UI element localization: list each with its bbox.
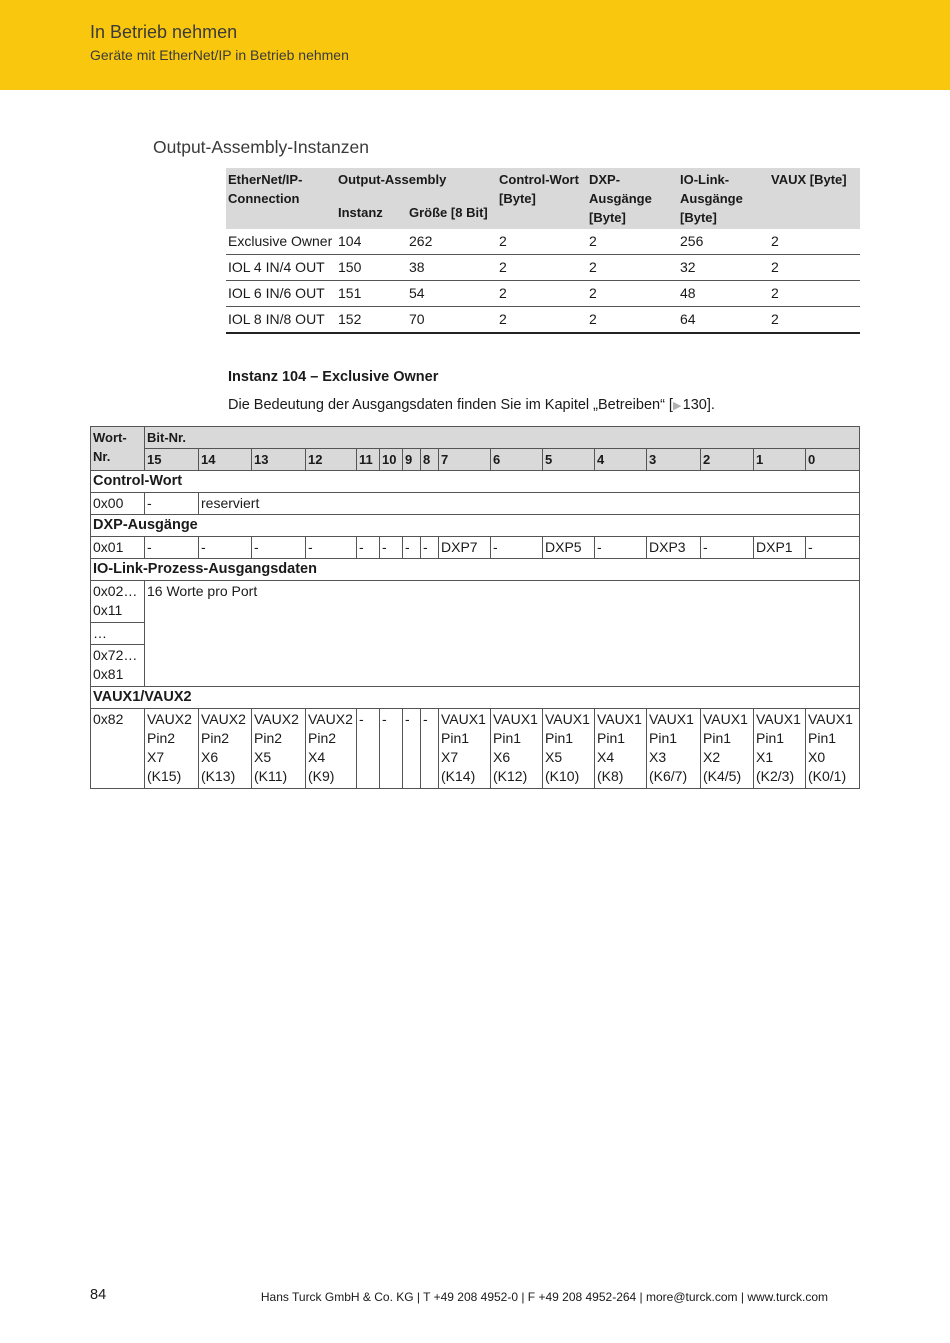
cell-connection: Exclusive Owner bbox=[226, 229, 336, 255]
cell-control: 2 bbox=[497, 255, 587, 281]
page-ref-link[interactable]: 130 bbox=[682, 397, 707, 413]
cell-connection: IOL 8 IN/8 OUT bbox=[226, 307, 336, 334]
cell-vaux: 2 bbox=[769, 307, 860, 334]
page-header bbox=[0, 0, 950, 90]
cell-iolink: 256 bbox=[678, 229, 769, 255]
cell-control: 2 bbox=[497, 229, 587, 255]
bit-cell: - bbox=[701, 537, 754, 559]
bit-cell: - bbox=[357, 709, 380, 789]
bit-number: 14 bbox=[199, 449, 252, 471]
page-number: 84 bbox=[90, 1287, 107, 1303]
cell-instanz: 150 bbox=[336, 255, 407, 281]
bit-cell: - bbox=[595, 537, 647, 559]
bit-cell: DXP3 bbox=[647, 537, 701, 559]
header-output-assembly: Output-Assembly bbox=[336, 168, 497, 191]
bit-number: 1 bbox=[754, 449, 806, 471]
cell-groesse: 262 bbox=[407, 229, 497, 255]
bit-number: 5 bbox=[543, 449, 595, 471]
table-row bbox=[91, 537, 860, 559]
header-iolink: IO-Link-Ausgänge [Byte] bbox=[678, 168, 769, 229]
bit-cell: - bbox=[145, 537, 199, 559]
header-control: Control-Wort [Byte] bbox=[497, 168, 587, 229]
header-subtitle: Geräte mit EtherNet/IP in Betrieb nehmen bbox=[90, 47, 349, 63]
table-row bbox=[226, 255, 860, 281]
bit-number: 10 bbox=[380, 449, 403, 471]
bit-number: 2 bbox=[701, 449, 754, 471]
word-ellipsis: … bbox=[91, 623, 145, 645]
cell-iolink: 64 bbox=[678, 307, 769, 334]
cell-dxp: 2 bbox=[587, 229, 678, 255]
cell-control: 2 bbox=[497, 281, 587, 307]
wort-nr-header: Wort-Nr. bbox=[91, 427, 145, 471]
bit-cell: - bbox=[403, 537, 421, 559]
bit-cell: - bbox=[403, 709, 421, 789]
cell-groesse: 38 bbox=[407, 255, 497, 281]
cell-vaux: 2 bbox=[769, 281, 860, 307]
bit-cell: VAUX1 Pin1 X1 (K2/3) bbox=[754, 709, 806, 789]
bit-cell: - bbox=[421, 709, 439, 789]
bit-cell: - bbox=[306, 537, 357, 559]
bit-cell: VAUX2 Pin2 X5 (K11) bbox=[252, 709, 306, 789]
cell-iolink: 32 bbox=[678, 255, 769, 281]
cell-instanz: 152 bbox=[336, 307, 407, 334]
bit-cell: - bbox=[806, 537, 860, 559]
bit-number-row bbox=[91, 449, 860, 471]
instanz-description bbox=[228, 397, 715, 413]
bit-number: 13 bbox=[252, 449, 306, 471]
bit-number: 6 bbox=[491, 449, 543, 471]
cell-connection: IOL 6 IN/6 OUT bbox=[226, 281, 336, 307]
word-number: 0x00 bbox=[91, 493, 145, 515]
bit-nr-header: Bit-Nr. bbox=[145, 427, 860, 449]
table-row bbox=[226, 307, 860, 334]
bit-cell: VAUX1 Pin1 X2 (K4/5) bbox=[701, 709, 754, 789]
bit-number: 15 bbox=[145, 449, 199, 471]
bit-cell: VAUX1 Pin1 X0 (K0/1) bbox=[806, 709, 860, 789]
bit-cell: - bbox=[199, 537, 252, 559]
table-row bbox=[226, 281, 860, 307]
bit-cell: VAUX2 Pin2 X6 (K13) bbox=[199, 709, 252, 789]
word-number: 0x02…0x11 bbox=[91, 581, 145, 623]
bit-number: 4 bbox=[595, 449, 647, 471]
bit-number: 3 bbox=[647, 449, 701, 471]
section-vaux: VAUX1/VAUX2 bbox=[91, 687, 860, 709]
table-row bbox=[91, 581, 860, 623]
header-dxp: DXP-Ausgänge [Byte] bbox=[587, 168, 678, 229]
word-number: 0x01 bbox=[91, 537, 145, 559]
bit-cell: DXP1 bbox=[754, 537, 806, 559]
bit-cell: - bbox=[380, 537, 403, 559]
header-instanz: Instanz bbox=[336, 191, 407, 229]
cell-vaux: 2 bbox=[769, 229, 860, 255]
bit-cell: - bbox=[421, 537, 439, 559]
cell-dxp: 2 bbox=[587, 307, 678, 334]
cell-dxp: 2 bbox=[587, 281, 678, 307]
bit-cell: VAUX2 Pin2 X4 (K9) bbox=[306, 709, 357, 789]
bit-cell: - bbox=[491, 537, 543, 559]
instanz-title: Instanz 104 – Exclusive Owner bbox=[228, 369, 439, 385]
bit-cell: - bbox=[357, 537, 380, 559]
bit-cell: - bbox=[380, 709, 403, 789]
cell-instanz: 151 bbox=[336, 281, 407, 307]
bit-number: 7 bbox=[439, 449, 491, 471]
section-io-link: IO-Link-Prozess-Ausgangsdaten bbox=[91, 559, 860, 581]
bit-table bbox=[90, 426, 860, 789]
reserved-cell: reserviert bbox=[199, 493, 860, 515]
bit-cell: VAUX1 Pin1 X7 (K14) bbox=[439, 709, 491, 789]
page-ref-arrow-icon: ▶ bbox=[672, 400, 682, 412]
section-control-wort: Control-Wort bbox=[91, 471, 860, 493]
header-vaux: VAUX [Byte] bbox=[769, 168, 860, 229]
bit-number: 12 bbox=[306, 449, 357, 471]
iol-content-cell: 16 Worte pro Port bbox=[145, 581, 860, 687]
bit-cell: - bbox=[252, 537, 306, 559]
bit-number: 9 bbox=[403, 449, 421, 471]
bit-cell: VAUX2 Pin2 X7 (K15) bbox=[145, 709, 199, 789]
bit-number: 0 bbox=[806, 449, 860, 471]
header-title: In Betrieb nehmen bbox=[90, 22, 238, 42]
table-row bbox=[226, 229, 860, 255]
section-dxp-ausgaenge: DXP-Ausgänge bbox=[91, 515, 860, 537]
header-groesse: Größe [8 Bit] bbox=[407, 191, 497, 229]
instanz-desc-suffix: ]. bbox=[706, 397, 715, 413]
bit-cell: VAUX1 Pin1 X5 (K10) bbox=[543, 709, 595, 789]
word-number: 0x82 bbox=[91, 709, 145, 789]
bit-number: 11 bbox=[357, 449, 380, 471]
table-row bbox=[91, 709, 860, 789]
bit-number: 8 bbox=[421, 449, 439, 471]
bit-cell: DXP7 bbox=[439, 537, 491, 559]
cell-vaux: 2 bbox=[769, 255, 860, 281]
cell-dxp: 2 bbox=[587, 255, 678, 281]
bit-cell: VAUX1 Pin1 X6 (K12) bbox=[491, 709, 543, 789]
header-connection: EtherNet/IP-Connection bbox=[226, 168, 336, 229]
bit-cell: - bbox=[145, 493, 199, 515]
cell-groesse: 54 bbox=[407, 281, 497, 307]
cell-connection: IOL 4 IN/4 OUT bbox=[226, 255, 336, 281]
cell-control: 2 bbox=[497, 307, 587, 334]
assembly-table bbox=[226, 168, 860, 334]
table-row bbox=[91, 493, 860, 515]
bit-cell: VAUX1 Pin1 X4 (K8) bbox=[595, 709, 647, 789]
instanz-desc-text: Die Bedeutung der Ausgangsdaten finden Sie im Kapitel „Betreiben“ [ bbox=[228, 397, 673, 413]
section-title: Output-Assembly-Instanzen bbox=[153, 137, 369, 157]
bit-cell: VAUX1 Pin1 X3 (K6/7) bbox=[647, 709, 701, 789]
word-number: 0x72…0x81 bbox=[91, 645, 145, 687]
cell-instanz: 104 bbox=[336, 229, 407, 255]
cell-iolink: 48 bbox=[678, 281, 769, 307]
bit-cell: DXP5 bbox=[543, 537, 595, 559]
footer-company: Hans Turck GmbH & Co. KG | T +49 208 4952-0 | F +49 208 4952-264 | more@turck.com | www.turck.com bbox=[260, 1290, 828, 1304]
cell-groesse: 70 bbox=[407, 307, 497, 334]
